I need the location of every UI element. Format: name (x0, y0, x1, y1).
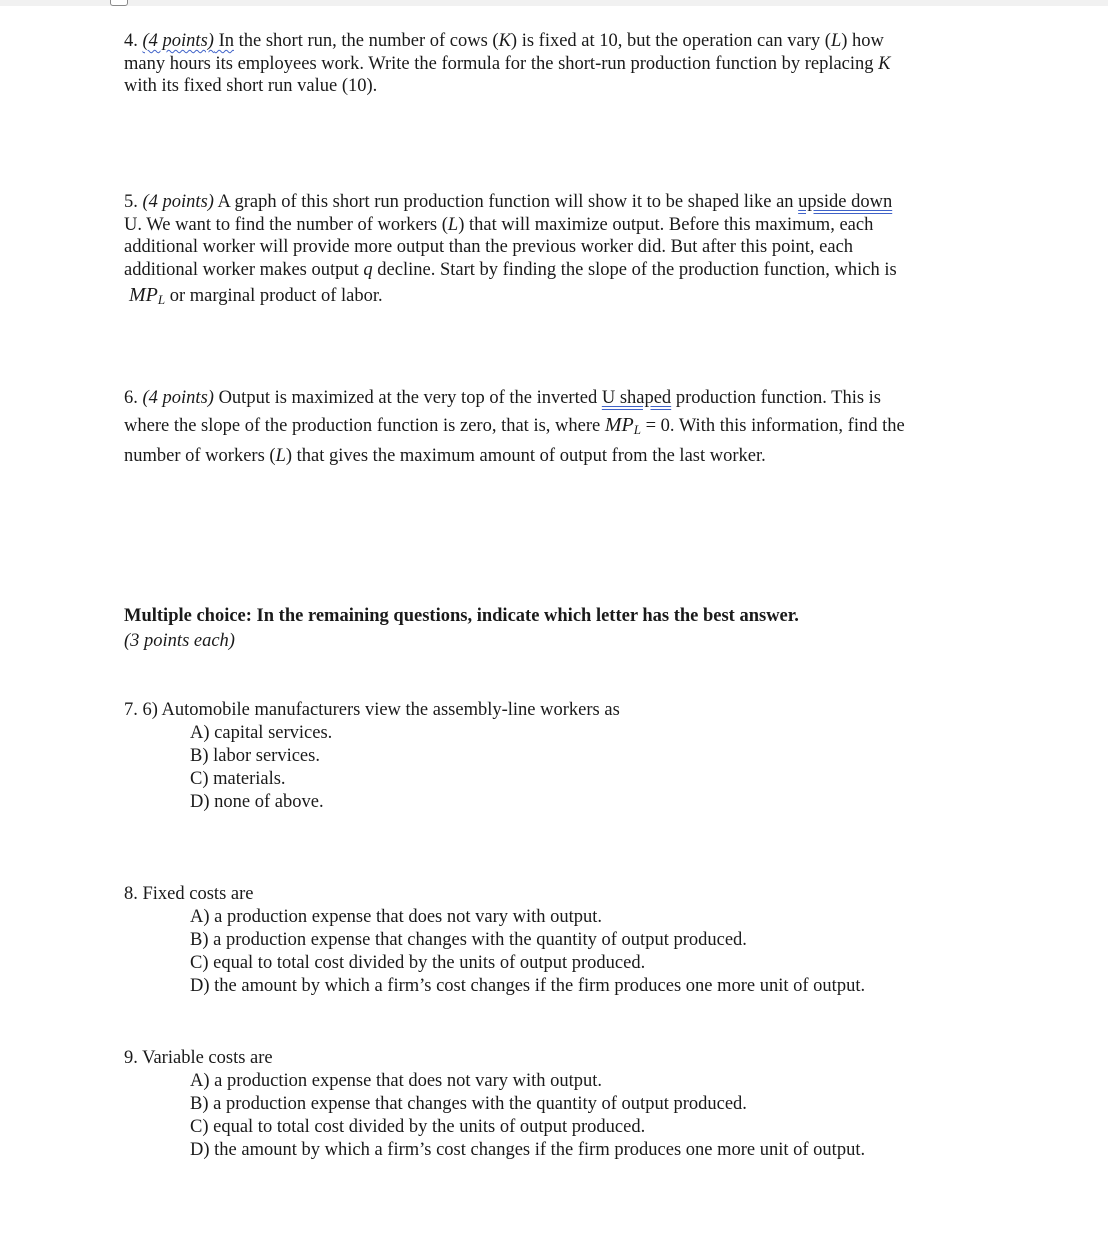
q6-points: (4 points) (142, 388, 214, 408)
option-b: B) labor services. (190, 745, 320, 766)
option-c: C) materials. (190, 768, 286, 789)
option-a: A) capital services. (190, 722, 333, 743)
option-c: C) equal to total cost divided by the units of output produced. (190, 1116, 646, 1137)
multiple-choice-header (124, 605, 994, 652)
q7-options (190, 722, 994, 814)
q5-line-1: 5. (4 points) A graph of this short run production function will show it to be shaped like an upside down (124, 192, 893, 212)
option-d: D) the amount by which a firm’s cost changes if the firm produces one more unit of output. (190, 975, 866, 996)
option-b: B) a production expense that changes with the quantity of output produced. (190, 1093, 747, 1114)
q4-line-1: 4. (4 points) In the short run, the number of cows (K) is fixed at 10, but the operation can vary (L) how (124, 31, 884, 51)
q5-points: (4 points) (142, 192, 214, 212)
q6-line-2: where the slope of the production function is zero, that is, where $MP_L = 0$. With this information, find the (124, 413, 905, 437)
q4-line-3: with its fixed short run value (10). (124, 76, 378, 96)
option-d: D) none of above. (190, 791, 324, 812)
question-8 (124, 883, 1024, 998)
option-c: C) equal to total cost divided by the units of output produced. (190, 952, 646, 973)
q7-stem: 7. 6) Automobile manufacturers view the assembly-line workers as (124, 700, 620, 720)
q6-line-1: 6. (4 points) Output is maximized at the very top of the inverted U shaped production function. This is (124, 388, 882, 408)
option-d: D) the amount by which a firm’s cost changes if the firm produces one more unit of output. (190, 1139, 866, 1160)
question-9 (124, 1047, 1024, 1162)
q5-line-4: additional worker makes output q decline. Start by finding the slope of the production function, which is (124, 259, 897, 280)
q4-line-2: many hours its employees work. Write the formula for the short-run production function by replacing K (124, 53, 891, 74)
option-b: B) a production expense that changes with the quantity of output produced. (190, 929, 747, 950)
q9-stem: 9. Variable costs are (124, 1048, 273, 1068)
question-7 (124, 699, 994, 814)
q6-line-3: number of workers (L) that gives the maximum amount of output from the last worker. (124, 446, 766, 466)
q5-line-3: additional worker will provide more output than the previous worker did. But after this point, each (124, 237, 854, 257)
checkbox-icon (110, 0, 128, 6)
q4-points: (4 points) (142, 31, 214, 51)
mp-l-symbol: $MP_L$ (604, 413, 641, 437)
top-edge (0, 0, 1108, 6)
mp-l-symbol: $MP_L$ (129, 284, 166, 307)
option-a: A) a production expense that does not vary with output. (190, 906, 603, 927)
question-4 (124, 30, 994, 98)
option-a: A) a production expense that does not vary with output. (190, 1070, 603, 1091)
mc-title: Multiple choice: In the remaining questions, indicate which letter has the best answer. (124, 606, 799, 626)
q5-line-5: $MP_L$ or marginal product of labor. (124, 284, 994, 309)
q5-line-2: U. We want to find the number of workers (L) that will maximize output. Before this maximum, each (124, 214, 874, 235)
q8-stem: 8. Fixed costs are (124, 884, 254, 904)
question-5 (124, 191, 994, 309)
question-6 (124, 387, 1024, 468)
mc-points: (3 points each) (124, 630, 235, 651)
q8-options (190, 906, 1024, 998)
q9-options (190, 1070, 1024, 1162)
